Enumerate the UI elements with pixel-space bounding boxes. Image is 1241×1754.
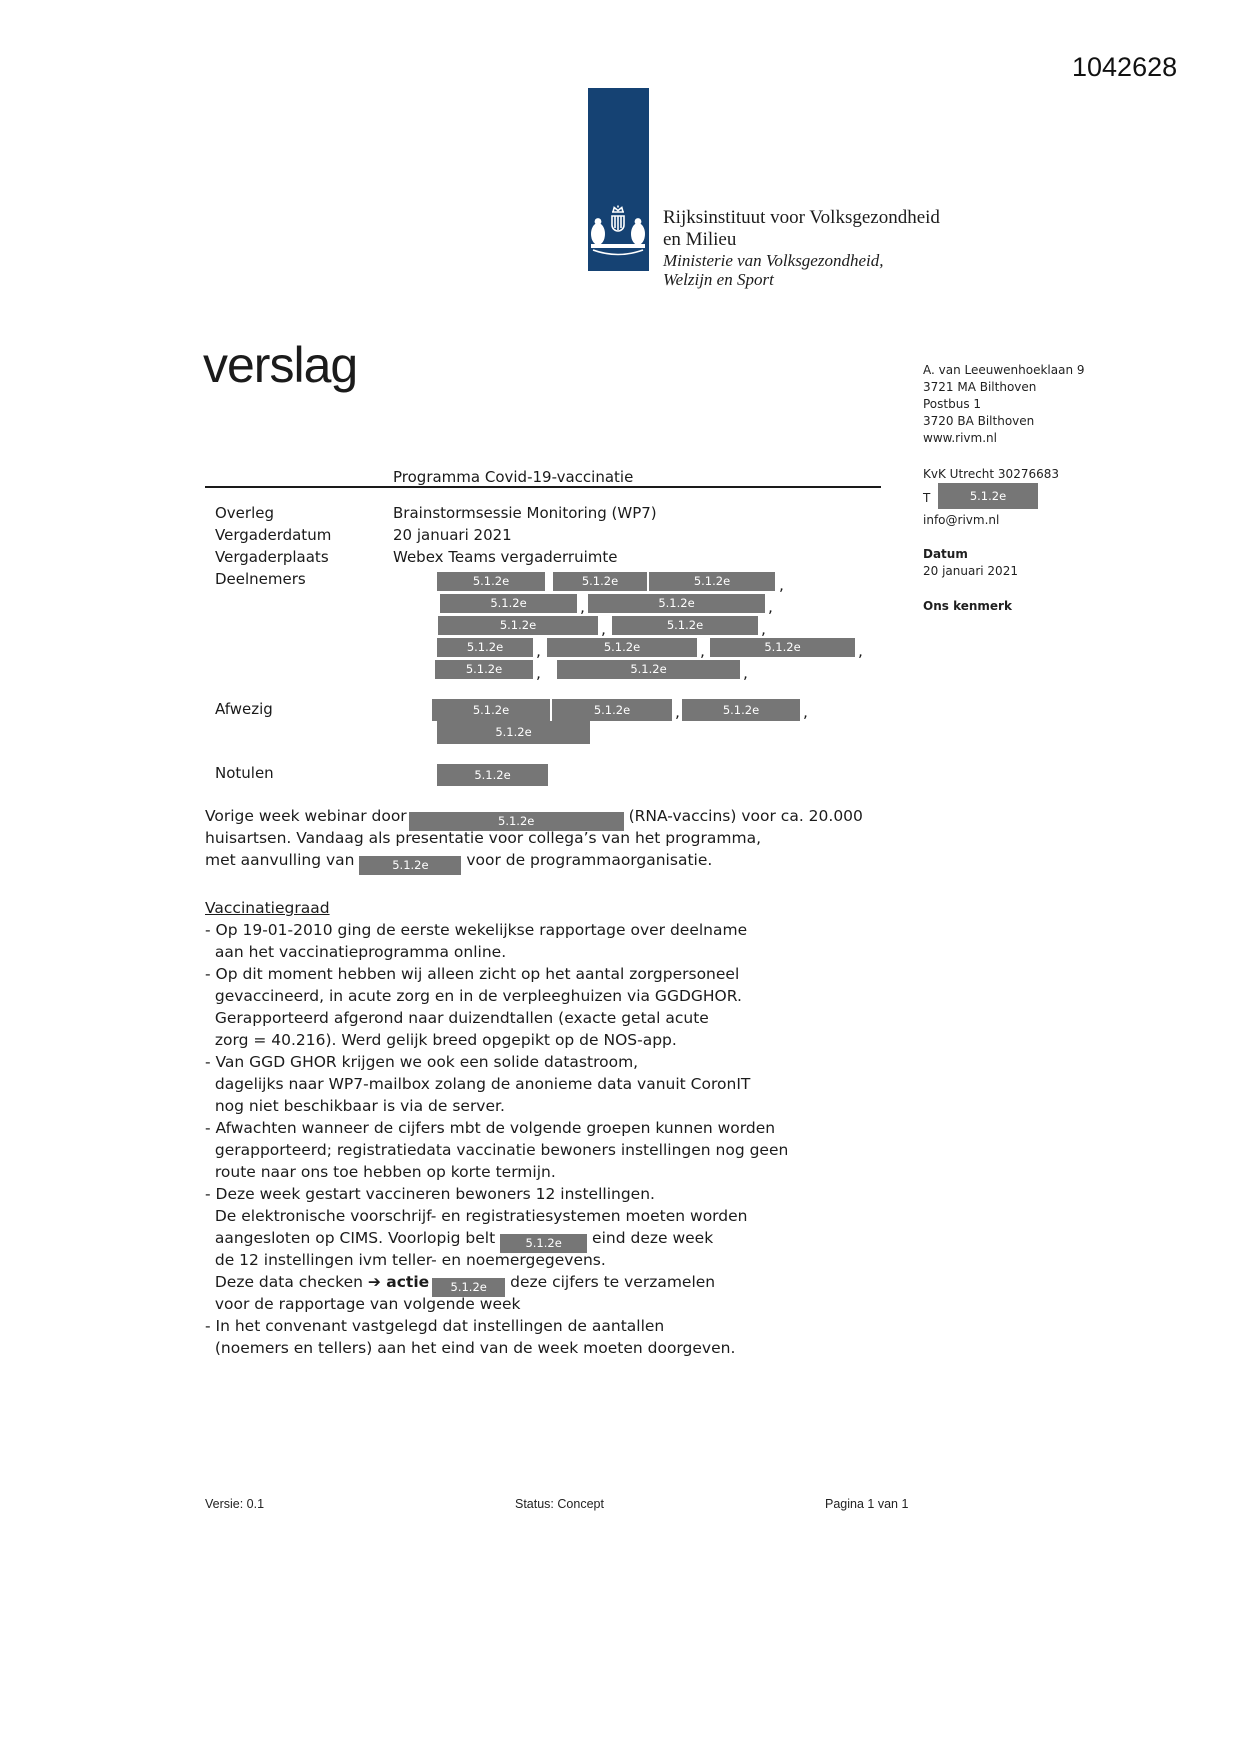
vergaderdatum-label: Vergaderdatum xyxy=(215,526,332,544)
separator: , xyxy=(743,664,748,682)
intro-text: voor de programmaorganisatie. xyxy=(461,851,713,869)
separator: , xyxy=(536,664,541,682)
logo-text xyxy=(663,207,940,289)
redacted-absentee: 5.1.2e xyxy=(432,699,550,721)
redacted-participant: 5.1.2e xyxy=(649,572,775,591)
body-line: nog niet beschikbaar is via de server. xyxy=(205,1097,505,1115)
afwezig-label: Afwezig xyxy=(215,700,273,718)
address-line: A. van Leeuwenhoeklaan 9 xyxy=(923,363,1085,377)
redacted-name: 5.1.2e xyxy=(432,1278,505,1297)
body-line: zorg = 40.216). Werd gelijk breed opgepikt op de NOS-app. xyxy=(205,1031,677,1049)
rivm-coat-of-arms-icon xyxy=(585,203,651,261)
intro-text: Vorige week webinar door xyxy=(205,807,407,825)
separator: , xyxy=(768,598,773,616)
redacted-participant: 5.1.2e xyxy=(710,638,855,657)
body-line: dagelijks naar WP7-mailbox zolang de anonieme data vanuit CoronIT xyxy=(205,1075,751,1093)
footer-version: Versie: 0.1 xyxy=(205,1497,265,1511)
redacted-name: 5.1.2e xyxy=(500,1234,587,1253)
vergaderplaats-label: Vergaderplaats xyxy=(215,548,329,566)
body-line: voor de rapportage van volgende week xyxy=(205,1295,521,1313)
body-line: - Op 19-01-2010 ging de eerste wekelijkse rapportage over deelname xyxy=(205,921,748,939)
body-line: - Deze week gestart vaccineren bewoners 12 instellingen. xyxy=(205,1185,655,1203)
redacted-notulist: 5.1.2e xyxy=(437,764,548,786)
logo-org-line2: en Milieu xyxy=(663,229,737,250)
body-line: Gerapporteerd afgerond naar duizendtallen (exacte getal acute xyxy=(205,1009,709,1027)
footer-status: Status: Concept xyxy=(515,1497,604,1511)
body-line: gevaccineerd, in acute zorg en in de verpleeghuizen via GGDGHOR. xyxy=(205,987,742,1005)
separator: , xyxy=(700,642,705,660)
overleg-value: Brainstormsessie Monitoring (WP7) xyxy=(393,504,657,522)
separator: , xyxy=(580,598,585,616)
body-text: aangesloten op CIMS. Voorlopig belt xyxy=(205,1229,501,1247)
website-url: www.rivm.nl xyxy=(923,431,997,445)
datum-label: Datum xyxy=(923,547,968,561)
body-line: de 12 instellingen ivm teller- en noemergegevens. xyxy=(205,1251,606,1269)
vergaderplaats-value: Webex Teams vergaderruimte xyxy=(393,548,618,566)
body-text: deze cijfers te verzamelen xyxy=(505,1273,716,1291)
body-line: (noemers en tellers) aan het eind van de week moeten doorgeven. xyxy=(205,1339,736,1357)
body-line: - Afwachten wanneer de cijfers mbt de volgende groepen kunnen worden xyxy=(205,1119,776,1137)
phone-label: T xyxy=(923,491,931,505)
header-rule xyxy=(205,486,881,488)
redacted-name: 5.1.2e xyxy=(359,856,461,875)
redacted-absentee: 5.1.2e xyxy=(682,699,800,721)
address-line: Postbus 1 xyxy=(923,397,982,411)
address-line: 3720 BA Bilthoven xyxy=(923,414,1035,428)
redacted-participant: 5.1.2e xyxy=(547,638,697,657)
separator: , xyxy=(675,703,680,721)
redacted-participant: 5.1.2e xyxy=(437,572,545,591)
program-header: Programma Covid-19-vaccinatie xyxy=(393,468,634,486)
redacted-phone-number: 5.1.2e xyxy=(938,483,1038,509)
body-line: gerapporteerd; registratiedata vaccinatie bewoners instellingen nog geen xyxy=(205,1141,789,1159)
redacted-participant: 5.1.2e xyxy=(553,572,647,591)
intro-line: huisartsen. Vandaag als presentatie voor collega’s van het programma, xyxy=(205,829,761,847)
body-line: - Van GGD GHOR krijgen we ook een solide datastroom, xyxy=(205,1053,639,1071)
action-arrow-text: ➔ actie xyxy=(367,1273,430,1291)
intro-text: met aanvulling van xyxy=(205,851,360,869)
document-number: 1042628 xyxy=(1072,52,1178,82)
redacted-participant: 5.1.2e xyxy=(435,660,533,679)
deelnemers-label: Deelnemers xyxy=(215,570,306,588)
body-line: route naar ons toe hebben op korte termijn. xyxy=(205,1163,556,1181)
logo-org-line1: Rijksinstituut voor Volksgezondheid xyxy=(663,207,940,228)
notulen-label: Notulen xyxy=(215,764,274,782)
redacted-absentee: 5.1.2e xyxy=(552,699,672,721)
separator: , xyxy=(779,576,784,594)
separator: , xyxy=(761,620,766,638)
datum-value: 20 januari 2021 xyxy=(923,564,1018,578)
body-text: Deze data checken xyxy=(205,1273,368,1291)
body-line: aan het vaccinatieprogramma online. xyxy=(205,943,507,961)
sidebar-address xyxy=(923,362,1085,447)
redacted-absentee: 5.1.2e xyxy=(437,721,590,744)
body-line: - Op dit moment hebben wij alleen zicht op het aantal zorgpersoneel xyxy=(205,965,740,983)
overleg-label: Overleg xyxy=(215,504,274,522)
section-heading: Vaccinatiegraad xyxy=(205,899,330,917)
logo-ministry-line2: Welzijn en Sport xyxy=(663,270,774,289)
separator: , xyxy=(601,620,606,638)
redacted-participant: 5.1.2e xyxy=(438,616,598,635)
address-line: 3721 MA Bilthoven xyxy=(923,380,1037,394)
vergaderdatum-value: 20 januari 2021 xyxy=(393,526,512,544)
footer-page-number: Pagina 1 van 1 xyxy=(825,1497,909,1511)
redacted-participant: 5.1.2e xyxy=(557,660,740,679)
ons-kenmerk-label: Ons kenmerk xyxy=(923,599,1012,613)
body-line: De elektronische voorschrijf- en registratiesystemen moeten worden xyxy=(205,1207,748,1225)
intro-text: (RNA-vaccins) voor ca. 20.000 xyxy=(623,807,863,825)
intro-line xyxy=(205,850,712,875)
separator: , xyxy=(803,703,808,721)
separator: , xyxy=(536,642,541,660)
logo-ministry-line1: Ministerie van Volksgezondheid, xyxy=(663,251,884,270)
body-text: eind deze week xyxy=(587,1229,714,1247)
email-address: info@rivm.nl xyxy=(923,513,1000,527)
redacted-participant: 5.1.2e xyxy=(612,616,758,635)
redacted-name: 5.1.2e xyxy=(409,812,624,831)
page-title: verslag xyxy=(203,337,358,393)
redacted-participant: 5.1.2e xyxy=(588,594,765,613)
body-line: - In het convenant vastgelegd dat instellingen de aantallen xyxy=(205,1317,665,1335)
separator: , xyxy=(858,642,863,660)
redacted-participant: 5.1.2e xyxy=(437,638,533,657)
redacted-participant: 5.1.2e xyxy=(440,594,577,613)
kvk-line: KvK Utrecht 30276683 xyxy=(923,467,1059,481)
